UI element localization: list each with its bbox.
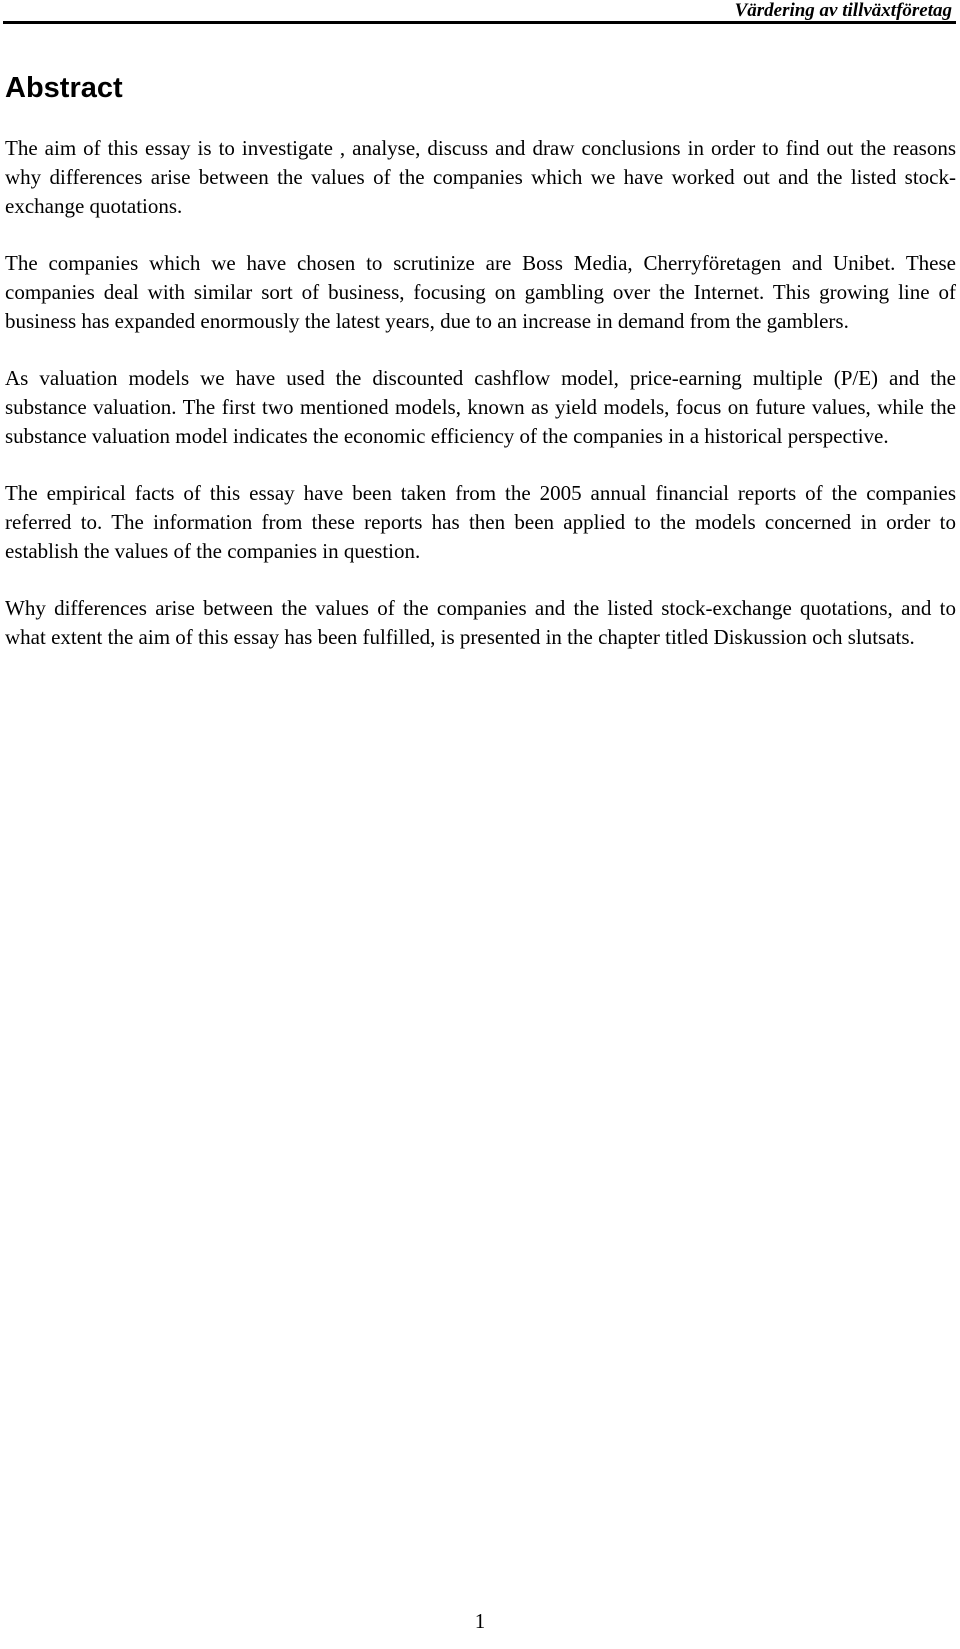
abstract-paragraph-4: The empirical facts of this essay have been taken from the 2005 annual financial reports of the companies referred to. The information from these reports has then been applied to the models concerned in order to establish the values of the companies in question. xyxy=(5,481,956,563)
page-content xyxy=(5,70,956,680)
abstract-paragraph-1: The aim of this essay is to investigate , analyse, discuss and draw conclusions in order to find out the reasons why differences arise between the values of the companies which we have worked out and the listed stock-exchange quotations. xyxy=(5,136,956,218)
abstract-paragraph-2: The companies which we have chosen to scrutinize are Boss Media, Cherryföretagen and Unibet. These companies deal with similar sort of business, focusing on gambling over the Internet. This growing line of business has expanded enormously the latest years, due to an increase in demand from the gamblers. xyxy=(5,251,956,333)
header-rule xyxy=(3,21,956,24)
running-header: Värdering av tillväxtföretag xyxy=(734,0,952,21)
abstract-paragraph-3: As valuation models we have used the discounted cashflow model, price-earning multiple (P/E) and the substance valuation. The first two mentioned models, known as yield models, focus on future values, while the substance valuation model indicates the economic efficiency of the companies in a historical perspective. xyxy=(5,366,956,448)
page-number: 1 xyxy=(474,1609,486,1633)
page-title: Abstract xyxy=(5,72,123,104)
abstract-paragraph-5: Why differences arise between the values of the companies and the listed stock-exchange quotations, and to what extent the aim of this essay has been fulfilled, is presented in the chapter titled Diskussion och slutsats. xyxy=(5,596,956,649)
